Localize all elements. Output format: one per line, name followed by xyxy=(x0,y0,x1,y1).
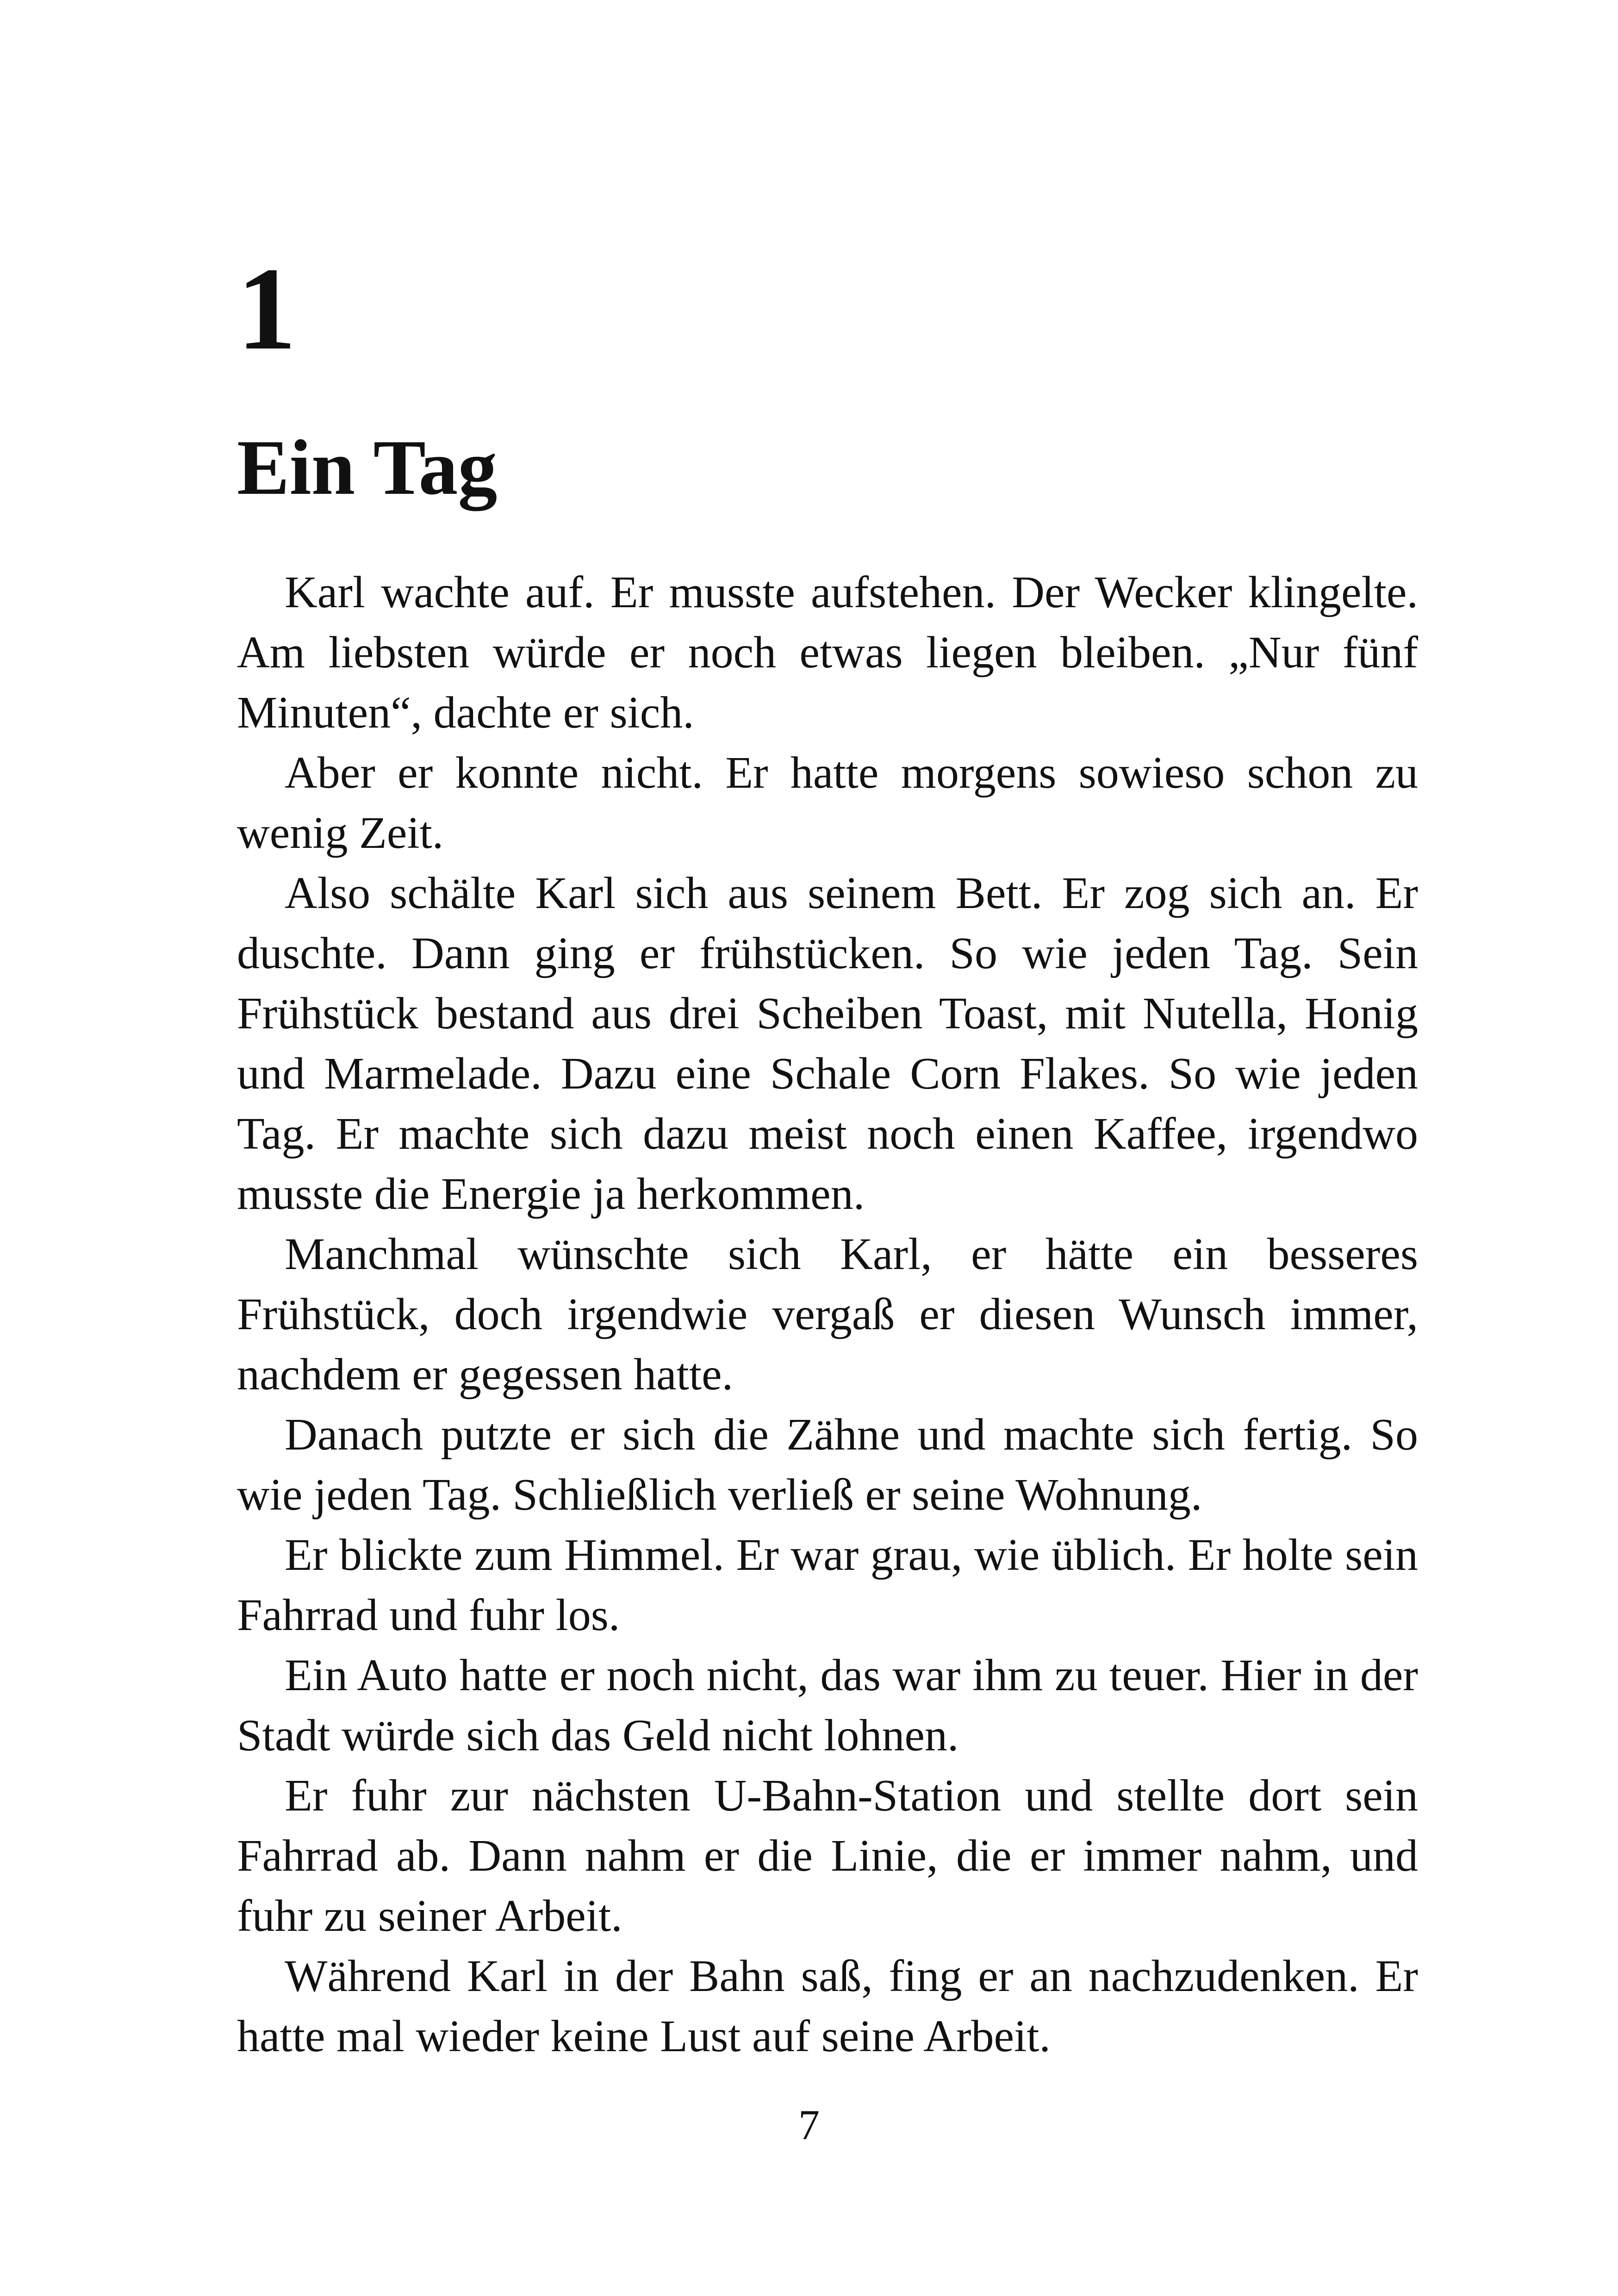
paragraph: Während Karl in der Bahn saß, fing er an nachzudenken. Er hatte mal wieder keine Lust auf seine Arbeit. xyxy=(237,1951,1418,2061)
paragraph: Aber er konnte nicht. Er hatte morgens sowieso schon zu wenig Zeit. xyxy=(237,748,1418,858)
paragraph: Manchmal wünschte sich Karl, er hätte ein besseres Frühstück, doch irgendwie vergaß er diesen Wunsch immer, nachdem er gegessen hatte. xyxy=(237,1229,1418,1400)
chapter-title: Ein Tag xyxy=(237,424,498,511)
paragraph: Ein Auto hatte er noch nicht, das war ihm zu teuer. Hier in der Stadt würde sich das Geld nicht lohnen. xyxy=(237,1650,1418,1761)
page-number: 7 xyxy=(798,2101,820,2148)
paragraph: Er fuhr zur nächsten U-Bahn-Station und stellte dort sein Fahrrad ab. Dann nahm er die Linie, die er immer nahm, und fuhr zu seiner Arbeit. xyxy=(237,1771,1418,1941)
paragraph: Er blickte zum Himmel. Er war grau, wie üblich. Er holte sein Fahrrad und fuhr los. xyxy=(237,1530,1418,1640)
chapter-number: 1 xyxy=(237,243,296,374)
paragraph: Karl wachte auf. Er musste aufstehen. Der Wecker klingelte. Am liebsten würde er noch etwas liegen bleiben. „Nur fünf Minuten“, dachte er sich. xyxy=(237,567,1418,738)
chapter-body xyxy=(237,562,1418,2066)
paragraph: Also schälte Karl sich aus seinem Bett. Er zog sich an. Er duschte. Dann ging er frühstücken. So wie jeden Tag. Sein Frühstück bestand aus drei Scheiben Toast, mit Nutella, Honig und Marmelade. Dazu eine Schale Corn Flakes. So wie jeden Tag. Er machte sich dazu meist noch einen Kaffee, irgendwo musste die Energie ja herkommen. xyxy=(237,868,1418,1219)
paragraph: Danach putzte er sich die Zähne und machte sich fertig. So wie jeden Tag. Schließlich verließ er seine Wohnung. xyxy=(237,1410,1418,1520)
